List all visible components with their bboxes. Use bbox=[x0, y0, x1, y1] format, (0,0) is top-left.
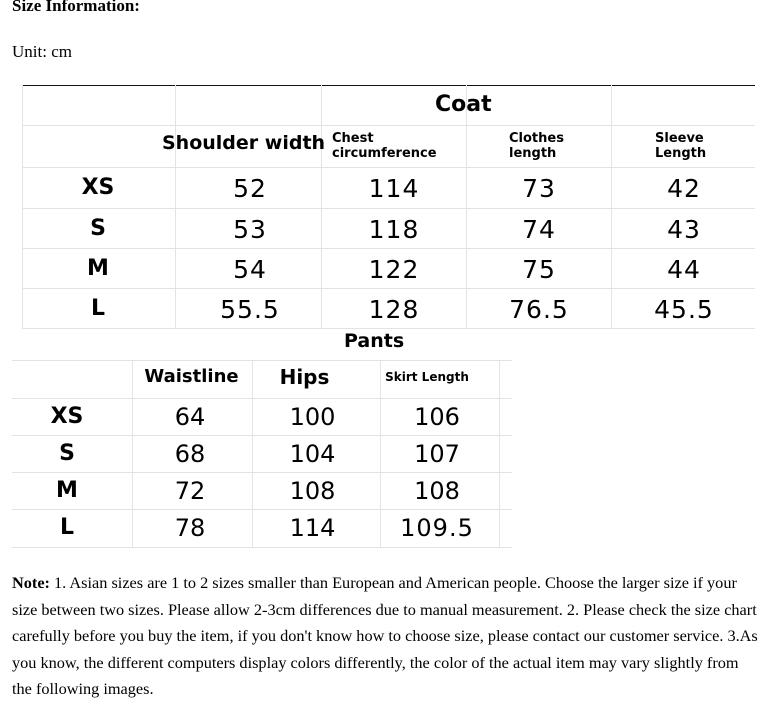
size-label: S bbox=[59, 441, 75, 466]
size-label: L bbox=[59, 515, 75, 540]
size-label: XS bbox=[50, 404, 84, 429]
header-hips: Hips bbox=[279, 365, 330, 389]
pants-size-table bbox=[12, 360, 512, 548]
header-shoulder-width: Shoulder width bbox=[162, 132, 326, 154]
unit-label: Unit: cm bbox=[12, 42, 72, 61]
grid-line bbox=[12, 435, 512, 436]
grid-line bbox=[499, 360, 500, 548]
size-label: L bbox=[90, 296, 106, 321]
coat-title: Coat bbox=[435, 92, 492, 117]
header-clothes-length: Clothes length bbox=[509, 131, 564, 161]
grid-line bbox=[22, 328, 755, 329]
grid-line bbox=[175, 85, 176, 328]
note-text: 1. Asian sizes are 1 to 2 sizes smaller than European and American people. Choose the larger size if your size between two sizes. Please allow 2-3cm differences due to manual measurement. 2. Please check the size chart carefully before you buy the item, if you don't know how to choose size, please contact our customer service. 3.As you know, the different computers display colors differently, the color of the actual item may vary slightly from the following images. bbox=[12, 573, 758, 699]
grid-line bbox=[12, 472, 512, 473]
table-cell: 74 bbox=[522, 215, 556, 244]
grid-line bbox=[22, 167, 755, 168]
size-label: M bbox=[87, 256, 109, 281]
coat-size-table bbox=[22, 85, 755, 328]
table-cell: 75 bbox=[522, 255, 556, 284]
grid-line bbox=[12, 547, 512, 548]
table-cell: 114 bbox=[289, 514, 336, 542]
table-cell: 107 bbox=[414, 440, 460, 468]
grid-line bbox=[22, 248, 755, 249]
table-cell: 52 bbox=[233, 174, 267, 203]
table-cell: 53 bbox=[233, 215, 267, 244]
table-cell: 122 bbox=[368, 255, 420, 284]
table-cell: 43 bbox=[667, 215, 701, 244]
table-cell: 106 bbox=[414, 403, 460, 431]
table-cell: 64 bbox=[174, 403, 206, 431]
grid-line bbox=[22, 85, 23, 328]
table-cell: 100 bbox=[289, 403, 336, 431]
header-skirt-length: Skirt Length bbox=[385, 370, 469, 384]
table-cell: 118 bbox=[368, 215, 420, 244]
pants-title: Pants bbox=[344, 330, 405, 352]
note-label: Note: bbox=[12, 573, 50, 592]
table-cell: 55.5 bbox=[220, 295, 280, 324]
table-cell: 42 bbox=[667, 174, 701, 203]
grid-line bbox=[321, 85, 322, 328]
size-label: M bbox=[56, 478, 78, 503]
table-cell: 68 bbox=[174, 440, 206, 468]
grid-line bbox=[12, 398, 512, 399]
grid-line bbox=[22, 208, 755, 209]
table-cell: 104 bbox=[289, 440, 336, 468]
table-cell: 109.5 bbox=[400, 514, 474, 542]
grid-line bbox=[611, 85, 612, 328]
table-cell: 44 bbox=[667, 255, 701, 284]
grid-line bbox=[22, 125, 755, 126]
grid-line bbox=[22, 288, 755, 289]
grid-line bbox=[132, 360, 133, 548]
table-cell: 108 bbox=[289, 477, 336, 505]
grid-line bbox=[380, 360, 381, 548]
table-cell: 45.5 bbox=[654, 295, 714, 324]
table-cell: 76.5 bbox=[509, 295, 569, 324]
table-cell: 128 bbox=[368, 295, 420, 324]
size-label: XS bbox=[81, 175, 115, 200]
table-cell: 78 bbox=[174, 514, 206, 542]
header-sleeve-length: Sleeve Length bbox=[655, 131, 707, 161]
grid-line bbox=[12, 509, 512, 510]
header-waistline: Waistline bbox=[144, 366, 239, 387]
table-cell: 54 bbox=[233, 255, 267, 284]
table-cell: 73 bbox=[522, 174, 556, 203]
table-cell: 114 bbox=[368, 174, 420, 203]
table-cell: 72 bbox=[174, 477, 206, 505]
note-paragraph bbox=[12, 570, 760, 703]
header-chest-circumference: Chest circumference bbox=[332, 131, 437, 161]
size-label: S bbox=[90, 216, 106, 241]
grid-line bbox=[466, 85, 467, 328]
page-heading: Size Information: bbox=[12, 0, 140, 15]
table-cell: 108 bbox=[414, 477, 460, 505]
grid-line bbox=[12, 360, 512, 361]
table-top-rule bbox=[22, 85, 755, 86]
